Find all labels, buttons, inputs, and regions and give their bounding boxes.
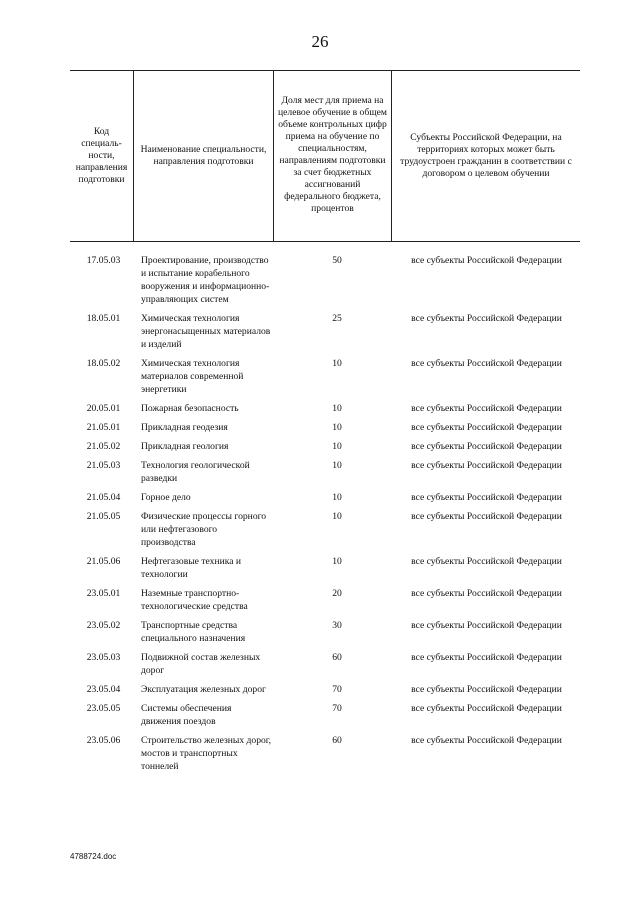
table-row xyxy=(70,702,580,728)
row-share: 70 xyxy=(332,703,342,714)
table-row xyxy=(70,254,580,306)
row-share: 25 xyxy=(332,313,342,324)
table-row xyxy=(70,510,580,549)
header-share: Доля мест для приема на целевое обучение в общем объеме контрольных цифр приема на обучение по специальностям, направлениям подготовки за счет бюджетных ассигнований федерального бюджета, процентов xyxy=(273,71,391,241)
row-name: Проектирование, производство и испытание корабельного вооружения и информационно-управляющих систем xyxy=(141,255,270,305)
row-name: Прикладная геодезия xyxy=(141,422,228,433)
row-share: 30 xyxy=(332,620,342,631)
row-code: 23.05.01 xyxy=(86,588,121,599)
row-name: Физические процессы горного или нефтегазового производства xyxy=(141,511,267,548)
row-share: 60 xyxy=(332,735,342,746)
row-code: 21.05.01 xyxy=(86,422,121,433)
row-share: 10 xyxy=(332,460,342,471)
table-header xyxy=(70,70,580,242)
row-code: 23.05.04 xyxy=(86,684,121,695)
row-share: 10 xyxy=(332,556,342,567)
header-name: Наименование специальности, направления подготовки xyxy=(133,71,273,241)
table-row xyxy=(70,459,580,485)
row-share: 10 xyxy=(332,422,342,433)
table-body xyxy=(70,242,580,773)
row-subjects: все субъекты Российской Федерации xyxy=(411,588,562,599)
row-subjects: все субъекты Российской Федерации xyxy=(411,441,562,452)
row-name: Наземные транспортно-технологические средства xyxy=(141,588,248,612)
row-code: 23.05.06 xyxy=(86,735,121,746)
row-code: 21.05.05 xyxy=(86,511,121,522)
table-row xyxy=(70,440,580,453)
row-share: 10 xyxy=(332,492,342,503)
row-subjects: все субъекты Российской Федерации xyxy=(411,511,562,522)
row-name: Эксплуатация железных дорог xyxy=(141,684,266,695)
row-subjects: все субъекты Российской Федерации xyxy=(411,703,562,714)
row-subjects: все субъекты Российской Федерации xyxy=(411,492,562,503)
row-name: Подвижной состав железных дорог xyxy=(141,652,261,676)
row-code: 21.05.03 xyxy=(86,460,121,471)
row-subjects: все субъекты Российской Федерации xyxy=(411,403,562,414)
row-share: 50 xyxy=(332,255,342,266)
row-subjects: все субъекты Российской Федерации xyxy=(411,313,562,324)
header-code: Код специаль- ности, направления подготовки xyxy=(75,126,128,185)
table-row xyxy=(70,312,580,351)
document-filename: 4788724.doc xyxy=(70,852,117,861)
row-code: 23.05.03 xyxy=(86,652,121,663)
row-name: Системы обеспечения движения поездов xyxy=(141,703,232,727)
row-subjects: все субъекты Российской Федерации xyxy=(411,735,562,746)
row-subjects: все субъекты Российской Федерации xyxy=(411,460,562,471)
table-row xyxy=(70,683,580,696)
table-row xyxy=(70,402,580,415)
table-row xyxy=(70,587,580,613)
table-row xyxy=(70,491,580,504)
row-name: Прикладная геология xyxy=(141,441,229,452)
table-row xyxy=(70,555,580,581)
row-share: 20 xyxy=(332,588,342,599)
row-code: 21.05.02 xyxy=(86,441,121,452)
table-row xyxy=(70,619,580,645)
row-subjects: все субъекты Российской Федерации xyxy=(411,255,562,266)
row-subjects: все субъекты Российской Федерации xyxy=(411,556,562,567)
row-name: Горное дело xyxy=(141,492,191,503)
row-subjects: все субъекты Российской Федерации xyxy=(411,358,562,369)
row-code: 17.05.03 xyxy=(86,255,121,266)
row-code: 23.05.02 xyxy=(86,620,121,631)
row-code: 21.05.06 xyxy=(86,556,121,567)
row-name: Технология геологической разведки xyxy=(141,460,250,484)
row-name: Нефтегазовые техника и технологии xyxy=(141,556,242,580)
row-name: Химическая технология материалов современной энергетики xyxy=(141,358,244,395)
row-share: 70 xyxy=(332,684,342,695)
row-name: Пожарная безопасность xyxy=(141,403,239,414)
table-row xyxy=(70,357,580,396)
row-code: 18.05.02 xyxy=(86,358,121,369)
row-subjects: все субъекты Российской Федерации xyxy=(411,620,562,631)
page-number: 26 xyxy=(311,32,329,51)
row-share: 10 xyxy=(332,358,342,369)
row-code: 20.05.01 xyxy=(86,403,121,414)
row-subjects: все субъекты Российской Федерации xyxy=(411,652,562,663)
table-row xyxy=(70,734,580,773)
row-share: 10 xyxy=(332,403,342,414)
table-row xyxy=(70,421,580,434)
header-subjects: Субъекты Российской Федерации, на территориях которых может быть трудоустроен гражданин в соответствии с договором о целевом обучении xyxy=(391,71,580,241)
row-code: 18.05.01 xyxy=(86,313,121,324)
row-share: 10 xyxy=(332,511,342,522)
table-row xyxy=(70,651,580,677)
row-name: Транспортные средства специального назначения xyxy=(141,620,246,644)
specialties-table xyxy=(70,70,580,779)
row-share: 10 xyxy=(332,441,342,452)
row-name: Химическая технология энергонасыщенных материалов и изделий xyxy=(141,313,271,350)
row-subjects: все субъекты Российской Федерации xyxy=(411,422,562,433)
row-code: 23.05.05 xyxy=(86,703,121,714)
row-share: 60 xyxy=(332,652,342,663)
row-code: 21.05.04 xyxy=(86,492,121,503)
row-name: Строительство железных дорог, мостов и транспортных тоннелей xyxy=(141,735,272,772)
row-subjects: все субъекты Российской Федерации xyxy=(411,684,562,695)
